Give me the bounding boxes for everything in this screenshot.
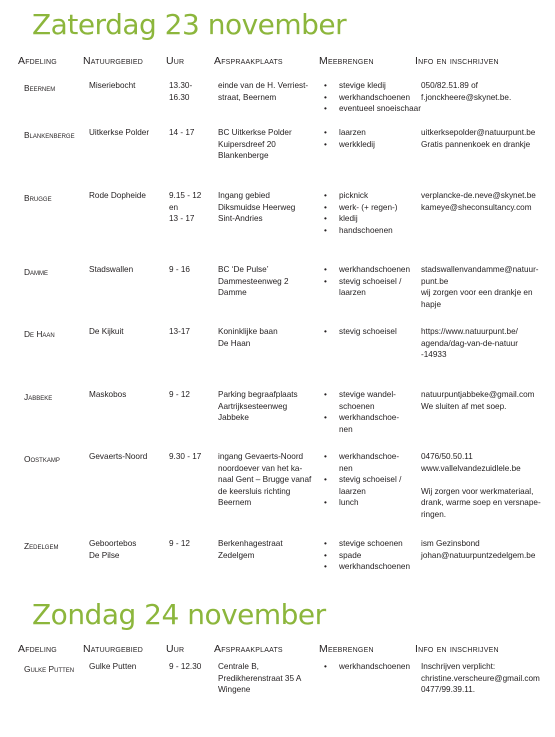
uur-line: en <box>169 202 179 212</box>
meebrengen-text: spade <box>339 550 362 560</box>
meebrengen-list <box>324 264 410 299</box>
bullet-icon: • <box>324 413 327 422</box>
header-afspraakplaats: Afspraakplaats <box>214 55 283 67</box>
afspraakplaats-line: Centrale B, <box>218 662 259 671</box>
info-line: Wij zorgen voor werkmateriaal, <box>421 486 534 496</box>
bullet-icon: • <box>324 539 327 548</box>
meebrengen-item <box>324 213 397 225</box>
info-line: punt.be <box>421 276 449 286</box>
info-line: uitkerksepolder@natuurpunt.be <box>421 128 536 137</box>
bullet-icon: • <box>324 550 327 560</box>
meebrengen-item <box>324 451 401 463</box>
info-line: drank, warme soep en versnape- <box>421 498 541 507</box>
uur-line: 9.30 - 17 <box>169 452 202 461</box>
info-line: hapje <box>421 299 442 309</box>
info-line: stadswallenvandamme@natuur- <box>421 265 539 274</box>
meebrengen-text: picknick <box>339 191 369 200</box>
info-line: Inschrijven verplicht: <box>421 662 496 671</box>
meebrengen-text: werkhandschoe- <box>339 413 400 422</box>
meebrengen-item <box>324 561 410 573</box>
natuurgebied-line: Rode Dopheide <box>89 191 146 200</box>
uur-cell <box>169 264 190 276</box>
meebrengen-text: handschoenen <box>339 225 393 235</box>
info-cell <box>421 190 536 213</box>
meebrengen-text: lunch <box>339 498 359 507</box>
info-line: f.jonckheere@skynet.be. <box>421 92 512 102</box>
afspraakplaats-cell <box>218 326 278 349</box>
bullet-icon: • <box>324 202 327 212</box>
natuurgebied-cell <box>89 451 147 463</box>
meebrengen-text: werkhandschoe- <box>339 452 400 461</box>
info-cell <box>421 127 535 150</box>
afdeling-cell: Brugge <box>24 193 52 203</box>
uur-line: 13 - 17 <box>169 214 195 223</box>
afspraakplaats-line: Dammesteenweg 2 <box>218 276 289 286</box>
natuurgebied-cell <box>89 389 126 401</box>
afspraakplaats-line: Beernem <box>218 498 252 507</box>
uur-cell <box>169 451 201 463</box>
bullet-icon: • <box>324 92 327 102</box>
header-meebrengen: Meebrengen <box>319 55 374 67</box>
natuurgebied-line: Gulke Putten <box>89 662 137 671</box>
meebrengen-text: werkhandschoenen <box>339 265 411 274</box>
afspraakplaats-line: naal Gent – Brugge vanaf <box>218 475 312 484</box>
meebrengen-item <box>324 486 401 498</box>
afspraakplaats-line: De Haan <box>218 338 251 348</box>
uur-line: 9 - 12 <box>169 390 190 399</box>
meebrengen-text: stevige schoenen <box>339 539 403 548</box>
meebrengen-item <box>324 389 399 401</box>
afdeling-cell: Oostkamp <box>24 454 60 464</box>
afspraakplaats-line: BC ‘De Pulse’ <box>218 265 269 274</box>
uur-cell <box>169 80 192 103</box>
meebrengen-item <box>324 463 401 475</box>
meebrengen-list <box>324 389 399 435</box>
meebrengen-list <box>324 326 397 338</box>
uur-line: 13-17 <box>169 327 190 336</box>
afspraakplaats-line: ingang Gevaerts-Noord <box>218 452 304 461</box>
natuurgebied-line: De Pilse <box>89 550 120 560</box>
header-info: Info en inschrijven <box>415 55 499 67</box>
meebrengen-text: werkkledij <box>339 139 375 149</box>
afdeling-cell: Blankenberge <box>24 130 75 140</box>
info-line <box>421 474 541 486</box>
info-line: https://www.natuurpunt.be/ <box>421 327 518 336</box>
meebrengen-item <box>324 538 410 550</box>
afdeling-cell: Beernem <box>24 83 56 93</box>
meebrengen-text: eventueel snoeischaar <box>339 104 421 113</box>
natuurgebied-cell <box>89 661 136 673</box>
afspraakplaats-line: straat, Beernem <box>218 92 277 102</box>
header-natuurgebied: Natuurgebied <box>83 643 144 655</box>
info-line: -14933 <box>421 350 447 359</box>
bullet-icon: • <box>324 225 327 235</box>
meebrengen-text: stevig schoeisel <box>339 327 397 336</box>
uur-line: 9 - 12 <box>169 539 190 548</box>
afspraakplaats-line: Sint-Andries <box>218 214 263 223</box>
meebrengen-item <box>324 264 410 276</box>
info-cell <box>421 80 511 103</box>
meebrengen-text: nen <box>339 463 353 473</box>
natuurgebied-cell <box>89 190 146 202</box>
meebrengen-item <box>324 550 410 562</box>
meebrengen-item <box>324 103 421 115</box>
info-line: christine.verscheure@gmail.com <box>421 673 540 683</box>
meebrengen-item <box>324 92 421 104</box>
info-cell <box>421 661 540 696</box>
bullet-icon: • <box>324 475 327 484</box>
info-cell <box>421 451 541 520</box>
natuurgebied-line: Gevaerts-Noord <box>89 452 148 461</box>
bullet-icon: • <box>324 452 327 461</box>
natuurgebied-line: De Kijkuit <box>89 327 124 336</box>
bullet-icon: • <box>324 265 327 274</box>
natuurgebied-cell <box>89 326 124 338</box>
meebrengen-item <box>324 326 397 338</box>
info-line: johan@natuurpuntzedelgem.be <box>421 550 536 560</box>
meebrengen-item <box>324 202 397 214</box>
natuurgebied-cell <box>89 127 149 139</box>
afspraakplaats-cell <box>218 538 283 561</box>
info-line: kameye@sheconsultancy.com <box>421 202 532 212</box>
bullet-icon: • <box>324 276 327 286</box>
uur-line: 13.30- <box>169 81 193 90</box>
info-cell <box>421 326 518 361</box>
afspraakplaats-line: Zedelgem <box>218 550 255 560</box>
bullet-icon: • <box>324 662 327 671</box>
meebrengen-text: werk- (+ regen-) <box>339 202 398 212</box>
afspraakplaats-cell <box>218 389 298 424</box>
day-title-saturday: Zaterdag 23 november <box>32 8 347 41</box>
meebrengen-text: stevige kledij <box>339 81 386 90</box>
meebrengen-item <box>324 139 375 151</box>
header-info: Info en inschrijven <box>415 643 499 655</box>
day-title-sunday: Zondag 24 november <box>32 598 326 631</box>
info-line: ism Gezinsbond <box>421 539 480 548</box>
header-meebrengen: Meebrengen <box>319 643 374 655</box>
meebrengen-text: laarzen <box>339 486 366 496</box>
afdeling-cell: Jabbeke <box>24 392 53 402</box>
natuurgebied-line: Maskobos <box>89 390 127 399</box>
natuurgebied-cell <box>89 538 136 561</box>
meebrengen-list <box>324 127 375 150</box>
uur-line: 9 - 16 <box>169 265 190 274</box>
uur-line: 14 - 17 <box>169 128 195 137</box>
info-line: verplancke-de.neve@skynet.be <box>421 191 536 200</box>
natuurgebied-line: Geboortebos <box>89 539 137 548</box>
bullet-icon: • <box>324 104 327 113</box>
header-afspraakplaats: Afspraakplaats <box>214 643 283 655</box>
afspraakplaats-cell <box>218 451 311 509</box>
info-line: natuurpuntjabbeke@gmail.com <box>421 390 535 399</box>
uur-cell <box>169 127 195 139</box>
meebrengen-list <box>324 451 401 509</box>
header-afdeling: Afdeling <box>18 643 57 655</box>
afspraakplaats-line: Damme <box>218 288 247 297</box>
meebrengen-text: werkhandschoenen <box>339 562 411 571</box>
afspraakplaats-line: einde van de H. Verriest- <box>218 81 309 90</box>
meebrengen-item <box>324 424 399 436</box>
afspraakplaats-line: Blankenberge <box>218 151 269 160</box>
afspraakplaats-line: Kuipersdreef 20 <box>218 139 276 149</box>
bullet-icon: • <box>324 139 327 149</box>
info-line: Gratis pannenkoek en drankje <box>421 139 531 149</box>
bullet-icon: • <box>324 498 327 507</box>
meebrengen-list <box>324 661 410 673</box>
afspraakplaats-line: noordoever van het ka- <box>218 463 303 473</box>
meebrengen-item <box>324 80 421 92</box>
bullet-icon: • <box>324 191 327 200</box>
uur-line: 16.30 <box>169 92 190 102</box>
afspraakplaats-line: Koninklijke baan <box>218 327 278 336</box>
meebrengen-list <box>324 80 421 115</box>
uur-cell <box>169 538 190 550</box>
afdeling-cell: Zedelgem <box>24 541 59 551</box>
meebrengen-item <box>324 276 410 288</box>
header-afdeling: Afdeling <box>18 55 57 67</box>
natuurgebied-cell <box>89 80 135 92</box>
bullet-icon: • <box>324 562 327 571</box>
meebrengen-item <box>324 225 397 237</box>
afspraakplaats-line: Parking begraafplaats <box>218 390 298 399</box>
meebrengen-list <box>324 190 397 236</box>
meebrengen-text: laarzen <box>339 128 366 137</box>
afspraakplaats-line: Wingene <box>218 685 251 694</box>
uur-cell <box>169 326 190 338</box>
meebrengen-text: schoenen <box>339 401 375 411</box>
uur-cell <box>169 389 190 401</box>
afdeling-cell: Gulke Putten <box>24 664 75 674</box>
info-line: We sluiten af met soep. <box>421 401 507 411</box>
afspraakplaats-line: Berkenhagestraat <box>218 539 283 548</box>
afspraakplaats-cell <box>218 190 295 225</box>
info-line: 0476/50.50.11 <box>421 452 473 461</box>
meebrengen-item <box>324 474 401 486</box>
uur-line: 9 - 12.30 <box>169 662 202 671</box>
meebrengen-text: stevig schoeisel / <box>339 475 402 484</box>
uur-cell <box>169 661 201 673</box>
afspraakplaats-cell <box>218 127 292 162</box>
meebrengen-text: werkhandschoenen <box>339 662 411 671</box>
info-line: 0477/99.39.11. <box>421 685 476 694</box>
bullet-icon: • <box>324 214 327 223</box>
meebrengen-list <box>324 538 410 573</box>
meebrengen-item <box>324 412 399 424</box>
info-line: www.vallelvandezuidlele.be <box>421 463 521 473</box>
meebrengen-text: laarzen <box>339 288 366 297</box>
afspraakplaats-cell <box>218 80 308 103</box>
afdeling-cell: Damme <box>24 267 49 277</box>
info-cell <box>421 389 534 412</box>
info-line: 050/82.51.89 of <box>421 81 478 90</box>
afdeling-cell: De Haan <box>24 329 55 339</box>
natuurgebied-line: Stadswallen <box>89 265 134 274</box>
afspraakplaats-line: de keersluis richting <box>218 486 291 496</box>
natuurgebied-line: Uitkerkse Polder <box>89 128 150 137</box>
meebrengen-text: nen <box>339 424 353 434</box>
afspraakplaats-line: Ingang gebied <box>218 191 270 200</box>
bullet-icon: • <box>324 128 327 137</box>
uur-line: 9.15 - 12 <box>169 191 202 200</box>
meebrengen-text: stevige wandel- <box>339 390 396 399</box>
meebrengen-item <box>324 127 375 139</box>
afspraakplaats-cell <box>218 661 301 696</box>
afspraakplaats-line: Aartrijksesteenweg <box>218 401 288 411</box>
afspraakplaats-line: Jabbeke <box>218 413 249 422</box>
natuurgebied-cell <box>89 264 133 276</box>
meebrengen-item <box>324 497 401 509</box>
info-cell <box>421 264 539 310</box>
meebrengen-text: kledij <box>339 214 358 223</box>
meebrengen-item <box>324 661 410 673</box>
info-line: agenda/dag-van-de-natuur <box>421 338 518 348</box>
info-line: wij zorgen voor een drankje en <box>421 288 533 297</box>
bullet-icon: • <box>324 81 327 90</box>
header-uur: Uur <box>166 643 185 655</box>
meebrengen-text: stevig schoeisel / <box>339 276 402 286</box>
afspraakplaats-line: Predikherenstraat 35 A <box>218 673 302 683</box>
bullet-icon: • <box>324 327 327 336</box>
meebrengen-item <box>324 287 410 299</box>
afspraakplaats-line: BC Uitkerkse Polder <box>218 128 292 137</box>
header-natuurgebied: Natuurgebied <box>83 55 144 67</box>
afspraakplaats-line: Diksmuidse Heerweg <box>218 202 296 212</box>
meebrengen-text: werkhandschoenen <box>339 92 411 102</box>
meebrengen-item <box>324 190 397 202</box>
afspraakplaats-cell <box>218 264 289 299</box>
natuurgebied-line: Miseriebocht <box>89 81 136 90</box>
header-uur: Uur <box>166 55 185 67</box>
info-line: ringen. <box>421 509 447 519</box>
meebrengen-item <box>324 401 399 413</box>
info-cell <box>421 538 535 561</box>
bullet-icon: • <box>324 390 327 399</box>
uur-cell <box>169 190 201 225</box>
